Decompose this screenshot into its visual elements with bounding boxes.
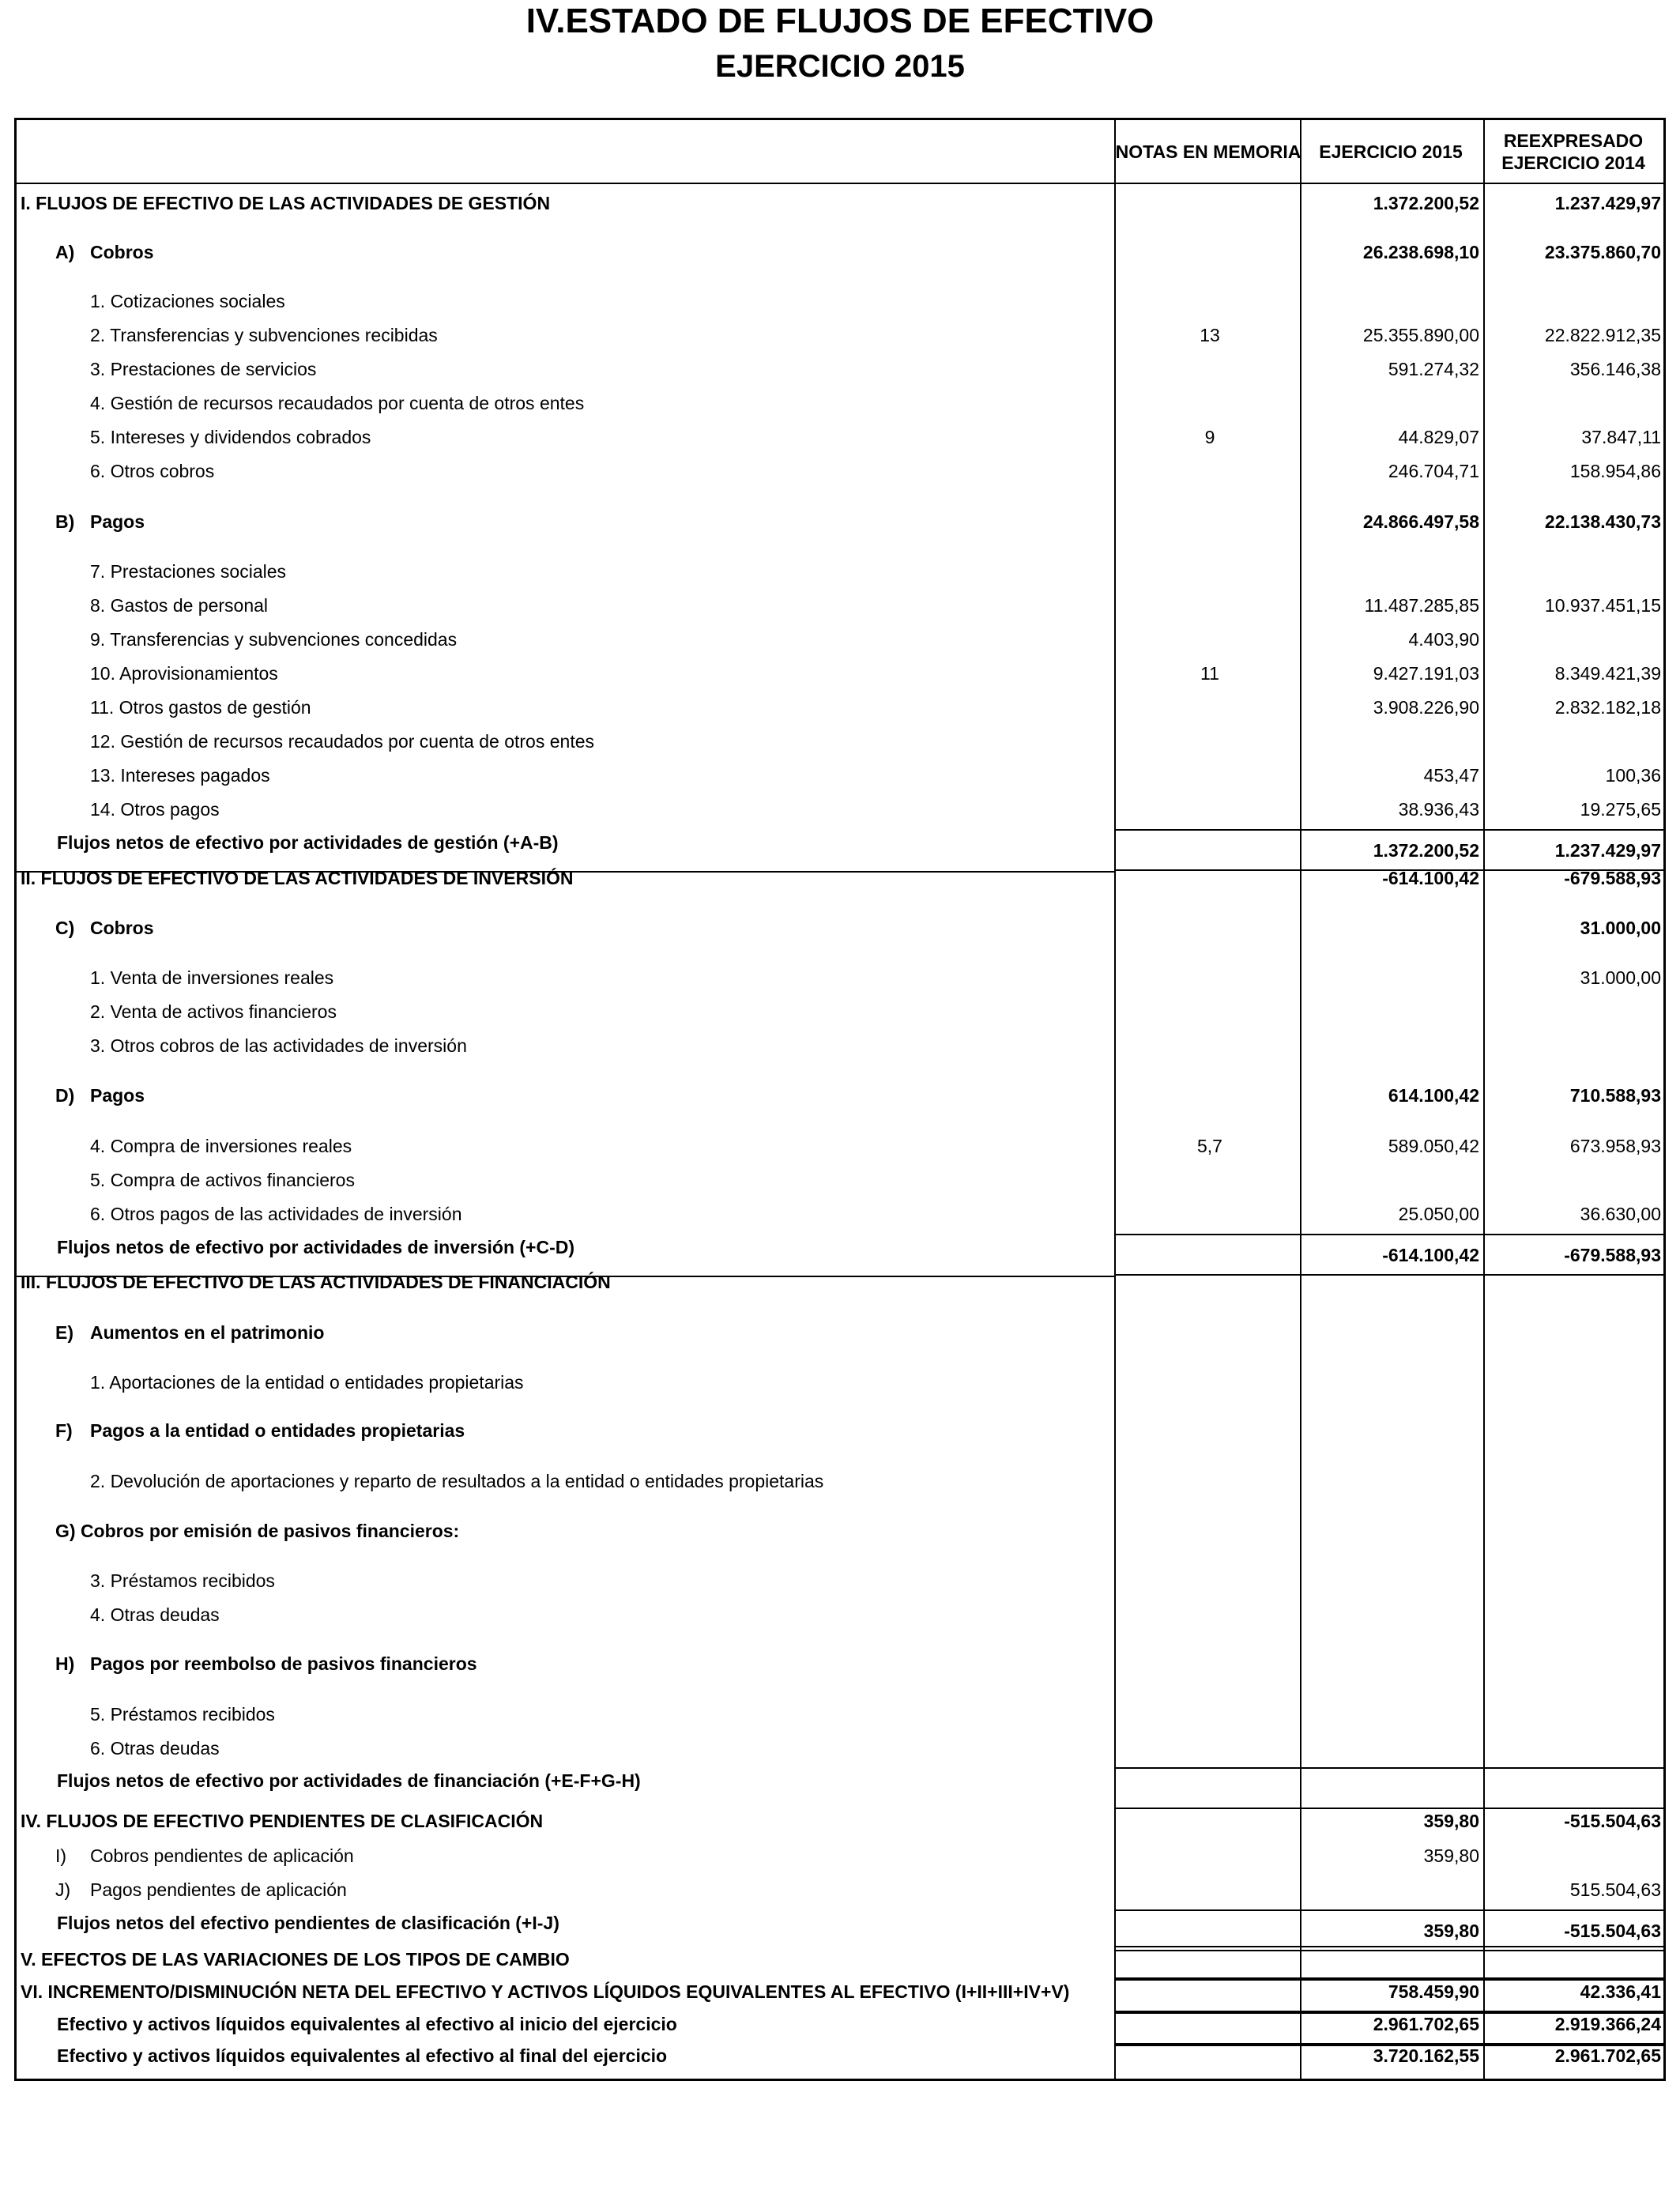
cell-ejercicio-2015: 9.427.191,03: [1373, 663, 1479, 684]
row-label-text: Pagos a la entidad o entidades propietarias: [90, 1420, 465, 1441]
column-divider: [1114, 871, 1116, 2081]
row-label: [55, 1647, 477, 1680]
row-label: 2. Transferencias y subvenciones recibidas: [90, 325, 438, 345]
cell-ejercicio-2015: 4.403,90: [1408, 629, 1479, 650]
subtotal-box: [1114, 1979, 1666, 2012]
row-label: 6. Otros cobros: [90, 461, 215, 481]
cell-ejercicio-2015: 453,47: [1423, 765, 1479, 786]
cell-reexpresado-2014: 356.146,38: [1569, 359, 1661, 379]
row-label: Flujos netos de efectivo por actividades de inversión (+C-D): [57, 1237, 575, 1257]
cell-reexpresado-2014: 8.349.421,39: [1554, 663, 1661, 684]
row-label: 7. Prestaciones sociales: [90, 561, 287, 582]
cell-reexpresado-2014: -679.588,93: [1564, 868, 1661, 888]
cell-notas: 11: [1200, 663, 1219, 684]
row-label-text: Aumentos en el patrimonio: [90, 1322, 325, 1343]
cell-reexpresado-2014: 10.937.451,15: [1544, 595, 1661, 616]
cell-ejercicio-2015: 359,80: [1423, 1811, 1479, 1831]
row-letter: B): [55, 511, 75, 532]
row-letter: D): [55, 1085, 75, 1106]
cell-notas: 13: [1200, 325, 1220, 345]
row-letter: F): [55, 1420, 73, 1441]
row-label: 4. Otras deudas: [90, 1604, 220, 1625]
cell-ejercicio-2015: 2.961.702,65: [1373, 2014, 1479, 2034]
cell-ejercicio-2015: 25.355.890,00: [1362, 325, 1479, 345]
cell-ejercicio-2015: 614.100,42: [1388, 1085, 1479, 1106]
row-label: 4. Compra de inversiones reales: [90, 1136, 352, 1156]
row-label: 1. Cotizaciones sociales: [90, 291, 285, 311]
row-label: III. FLUJOS DE EFECTIVO DE LAS ACTIVIDADES DE FINANCIACIÓN: [21, 1272, 611, 1292]
row-label: II. FLUJOS DE EFECTIVO DE LAS ACTIVIDADES DE INVERSIÓN: [21, 868, 574, 888]
row-label: Flujos netos del efectivo pendientes de clasificación (+I-J): [57, 1913, 559, 1933]
cell-reexpresado-2014: 1.237.429,97: [1554, 840, 1661, 861]
row-label: 6. Otros pagos de las actividades de inversión: [90, 1204, 462, 1224]
row-letter: A): [55, 242, 75, 262]
cell-reexpresado-2014: 36.630,00: [1580, 1204, 1661, 1224]
page-subtitle: EJERCICIO 2015: [715, 49, 965, 84]
row-label: 1. Aportaciones de la entidad o entidades propietarias: [90, 1372, 524, 1393]
cell-ejercicio-2015: 38.936,43: [1398, 799, 1479, 820]
row-label: [55, 1079, 145, 1112]
cell-reexpresado-2014: 100,36: [1605, 765, 1661, 786]
row-label: 12. Gestión de recursos recaudados por cuenta de otros entes: [90, 731, 595, 752]
subtotal-box: [1114, 2045, 1666, 2081]
row-label: 5. Préstamos recibidos: [90, 1704, 275, 1725]
cell-reexpresado-2014: -679.588,93: [1564, 1245, 1661, 1265]
cell-ejercicio-2015: 3.720.162,55: [1373, 2045, 1479, 2066]
cell-reexpresado-2014: 2.919.366,24: [1554, 2014, 1661, 2034]
cell-ejercicio-2015: 591.274,32: [1388, 359, 1479, 379]
cell-ejercicio-2015: 24.866.497,58: [1362, 511, 1479, 532]
row-label: 3. Prestaciones de servicios: [90, 359, 317, 379]
row-label-text: Pagos por reembolso de pasivos financieros: [90, 1653, 477, 1674]
cell-reexpresado-2014: 31.000,00: [1580, 918, 1661, 938]
row-label: [55, 1414, 465, 1447]
row-divider: [14, 871, 1114, 873]
cell-ejercicio-2015: 359,80: [1423, 1921, 1479, 1941]
row-label: [55, 1316, 324, 1349]
column-divider: [1114, 118, 1116, 846]
row-label: Efectivo y activos líquidos equivalentes al efectivo al inicio del ejercicio: [57, 2014, 677, 2034]
row-label: 8. Gastos de personal: [90, 595, 269, 616]
row-letter: J): [55, 1879, 71, 1900]
cell-ejercicio-2015: 1.372.200,52: [1373, 193, 1479, 213]
cell-reexpresado-2014: 23.375.860,70: [1544, 242, 1661, 262]
row-label: [55, 911, 154, 944]
cell-ejercicio-2015: 26.238.698,10: [1362, 242, 1479, 262]
cell-reexpresado-2014: 673.958,93: [1569, 1136, 1661, 1156]
row-label-text: Cobros pendientes de aplicación: [90, 1845, 354, 1866]
header-ejercicio-2015: EJERCICIO 2015: [1319, 141, 1463, 162]
row-label: Flujos netos de efectivo por actividades de financiación (+E-F+G-H): [57, 1770, 641, 1791]
subtotal-box: [1114, 2012, 1666, 2045]
row-label: 13. Intereses pagados: [90, 765, 270, 786]
cell-notas: 9: [1204, 427, 1215, 447]
subtotal-box: [1114, 1946, 1666, 1979]
row-label: 5. Compra de activos financieros: [90, 1170, 355, 1190]
row-label: 3. Préstamos recibidos: [90, 1570, 275, 1591]
row-label: [55, 505, 145, 538]
row-label-text: Pagos: [90, 511, 145, 532]
row-label: 14. Otros pagos: [90, 799, 220, 820]
row-letter: C): [55, 918, 75, 938]
row-label: 3. Otros cobros de las actividades de inversión: [90, 1035, 467, 1056]
row-label: 2. Devolución de aportaciones y reparto de resultados a la entidad o entidades propietarias: [90, 1471, 824, 1491]
cell-reexpresado-2014: 22.138.430,73: [1544, 511, 1661, 532]
row-divider: [14, 1276, 1114, 1277]
subtotal-box: [1114, 1234, 1666, 1276]
cell-reexpresado-2014: 515.504,63: [1569, 1879, 1661, 1900]
header-reexpresado-2014: REEXPRESADO EJERCICIO 2014: [1501, 130, 1645, 173]
cell-reexpresado-2014: -515.504,63: [1564, 1811, 1661, 1831]
row-letter: E): [55, 1322, 73, 1343]
row-label: V. EFECTOS DE LAS VARIACIONES DE LOS TIPOS DE CAMBIO: [21, 1949, 570, 1970]
cell-notas: 5,7: [1197, 1136, 1222, 1156]
row-label: 2. Venta de activos financieros: [90, 1001, 337, 1022]
row-divider: [14, 183, 1666, 184]
cell-reexpresado-2014: 22.822.912,35: [1544, 325, 1661, 345]
row-label: Efectivo y activos líquidos equivalentes al efectivo al final del ejercicio: [57, 2045, 668, 2066]
row-label: G) Cobros por emisión de pasivos financieros:: [55, 1521, 460, 1541]
row-label: 11. Otros gastos de gestión: [90, 697, 311, 718]
row-label: I. FLUJOS DE EFECTIVO DE LAS ACTIVIDADES DE GESTIÓN: [21, 193, 551, 213]
cell-ejercicio-2015: 11.487.285,85: [1364, 595, 1479, 616]
header-notas: NOTAS EN MEMORIA: [1115, 141, 1301, 162]
cell-reexpresado-2014: 31.000,00: [1580, 967, 1661, 988]
cell-ejercicio-2015: 758.459,90: [1388, 1981, 1479, 2002]
row-label-text: Pagos pendientes de aplicación: [90, 1879, 347, 1900]
row-label: IV. FLUJOS DE EFECTIVO PENDIENTES DE CLASIFICACIÓN: [21, 1811, 544, 1831]
cell-ejercicio-2015: -614.100,42: [1382, 1245, 1479, 1265]
cell-reexpresado-2014: 158.954,86: [1569, 461, 1661, 481]
row-label: 10. Aprovisionamientos: [90, 663, 278, 684]
row-label: [55, 236, 154, 269]
row-label-text: Cobros: [90, 918, 154, 938]
row-letter: H): [55, 1653, 75, 1674]
row-label: 1. Venta de inversiones reales: [90, 967, 334, 988]
row-label: 4. Gestión de recursos recaudados por cuenta de otros entes: [90, 393, 585, 413]
cell-ejercicio-2015: 246.704,71: [1388, 461, 1479, 481]
cell-reexpresado-2014: 19.275,65: [1580, 799, 1661, 820]
cell-ejercicio-2015: 1.372.200,52: [1373, 840, 1479, 861]
subtotal-box: [1114, 829, 1666, 871]
row-label: 6. Otras deudas: [90, 1738, 220, 1759]
row-label: Flujos netos de efectivo por actividades de gestión (+A-B): [57, 832, 559, 853]
page-title: IV.ESTADO DE FLUJOS DE EFECTIVO: [525, 2, 1155, 40]
cell-reexpresado-2014: 2.961.702,65: [1554, 2045, 1661, 2066]
cell-ejercicio-2015: 589.050,42: [1388, 1136, 1479, 1156]
cell-reexpresado-2014: 2.832.182,18: [1554, 697, 1661, 718]
cell-ejercicio-2015: 25.050,00: [1398, 1204, 1479, 1224]
row-label-text: Cobros: [90, 242, 154, 262]
row-label-text: Pagos: [90, 1085, 145, 1106]
cell-ejercicio-2015: 3.908.226,90: [1373, 697, 1479, 718]
cell-reexpresado-2014: 1.237.429,97: [1554, 193, 1661, 213]
row-label: [55, 1839, 354, 1872]
cell-reexpresado-2014: 710.588,93: [1569, 1085, 1661, 1106]
row-letter: I): [55, 1845, 67, 1866]
row-label: 9. Transferencias y subvenciones concedidas: [90, 629, 458, 650]
cell-ejercicio-2015: 44.829,07: [1398, 427, 1479, 447]
cell-reexpresado-2014: 42.336,41: [1580, 1981, 1661, 2002]
row-label: [55, 1873, 347, 1906]
subtotal-box: [1114, 1767, 1666, 1809]
row-label: 5. Intereses y dividendos cobrados: [90, 427, 371, 447]
cell-reexpresado-2014: 37.847,11: [1581, 427, 1661, 447]
cell-ejercicio-2015: 359,80: [1423, 1845, 1479, 1866]
cell-ejercicio-2015: -614.100,42: [1382, 868, 1479, 888]
cell-reexpresado-2014: -515.504,63: [1564, 1921, 1661, 1941]
row-label: VI. INCREMENTO/DISMINUCIÓN NETA DEL EFECTIVO Y ACTIVOS LÍQUIDOS EQUIVALENTES AL EFECTIVO (I+II+III+IV+V): [21, 1981, 1070, 2002]
